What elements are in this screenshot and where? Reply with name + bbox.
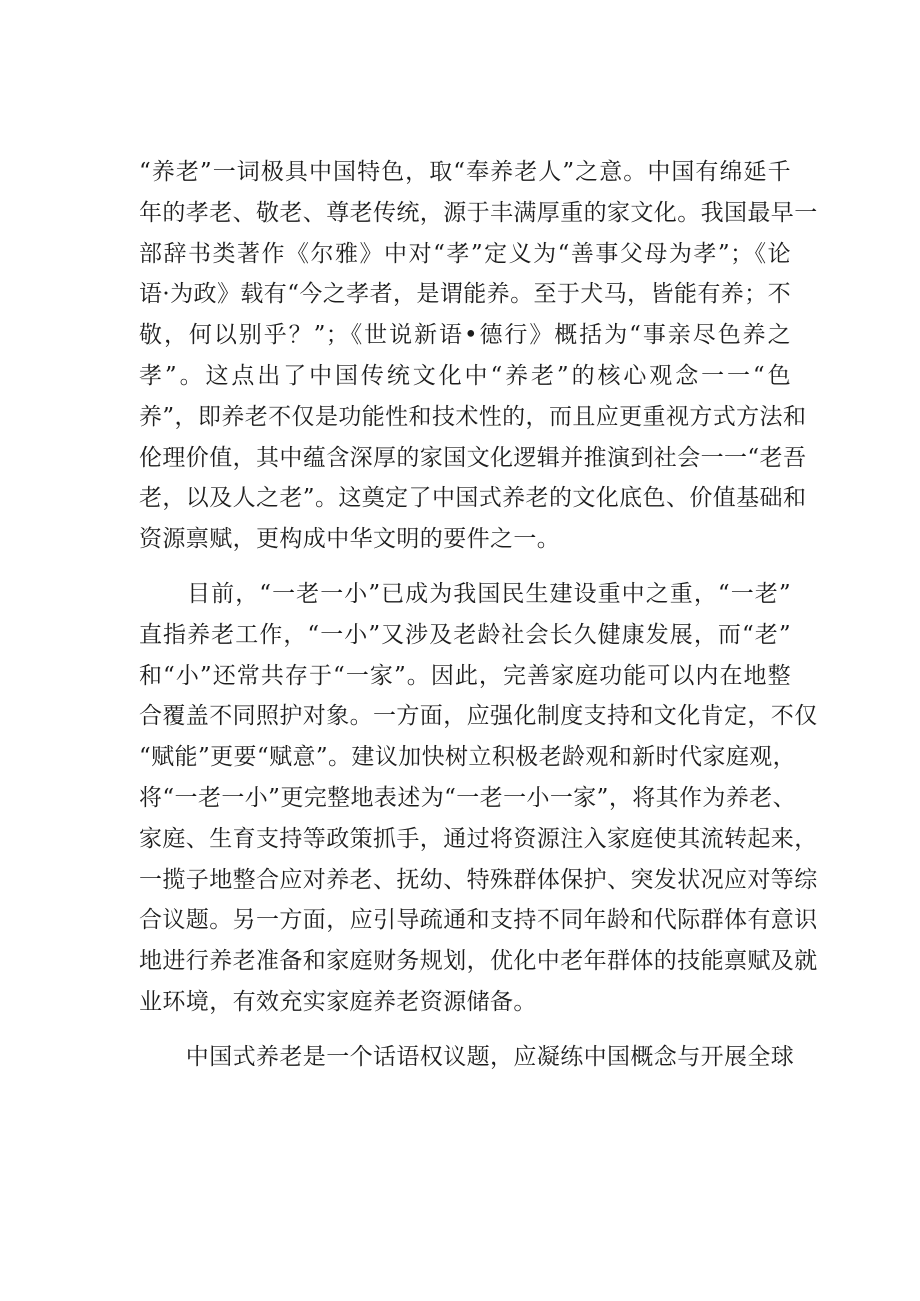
text-line: 家庭、生育支持等政策抓手，通过将资源注入家庭使其流转起来，	[139, 825, 818, 852]
text-line: “养老”一词极具中国特色，取“奉养老人”之意。中国有绵延千	[139, 159, 791, 185]
text-line: 养”，即养老不仅是功能性和技术性的，而且应更重视方式方法和	[139, 403, 807, 430]
text-line: 和“小”还常共存于“一家”。因此，完善家庭功能可以内在地整	[139, 662, 791, 689]
text-line: 资源禀赋，更构成中华文明的要件之一。	[139, 526, 561, 553]
text-line: 年的孝老、敬老、尊老传统，源于丰满厚重的家文化。我国最早一	[139, 199, 818, 226]
text-line: 部辞书类著作《尔雅》中对“孝”定义为“善事父母为孝”；《论	[139, 240, 791, 267]
text-line: 直指养老工作，“一小”又涉及老龄社会长久健康发展，而“老”	[139, 621, 791, 648]
text-line: 语·为政》载有“今之孝者，是谓能养。至于犬马，皆能有养；不	[139, 281, 791, 308]
text-line: “赋能”更要“赋意”。建议加快树立积极老龄观和新时代家庭观，	[139, 744, 797, 771]
paragraph-gap	[139, 560, 791, 574]
paragraph	[139, 1037, 795, 1078]
text-line: 中国式养老是一个话语权议题，应凝练中国概念与开展全球	[139, 1043, 795, 1070]
text-line: 将“一老一小”更完整地表述为“一老一小一家”，将其作为养老、	[139, 784, 797, 811]
text-line: 敬，何以别乎？”；《世说新语•德行》概括为“事亲尽色养之	[139, 322, 791, 349]
text-line: 老，以及人之老”。这奠定了中国式养老的文化底色、价值基础和	[139, 485, 807, 512]
document-body	[139, 152, 818, 1078]
text-line: 地进行养老准备和家庭财务规划，优化中老年群体的技能禀赋及就	[139, 948, 818, 975]
paragraph	[139, 574, 818, 1023]
text-line: 目前，“一老一小”已成为我国民生建设重中之重，“一老”	[139, 580, 791, 607]
text-line: 合覆盖不同照护对象。一方面，应强化制度支持和文化肯定，不仅	[139, 703, 818, 730]
text-line: 一揽子地整合应对养老、抚幼、特殊群体保护、突发状况应对等综	[139, 866, 818, 893]
text-line: 孝”。这点出了中国传统文化中“养老”的核心观念一一“色	[139, 362, 791, 389]
paragraph	[139, 152, 818, 560]
text-line: 伦理价值，其中蕴含深厚的家国文化逻辑并推演到社会一一“老吾	[139, 444, 807, 471]
paragraph-gap	[139, 1023, 791, 1037]
text-line: 合议题。另一方面，应引导疏通和支持不同年龄和代际群体有意识	[139, 907, 818, 934]
text-line: 业环境，有效充实家庭养老资源储备。	[139, 988, 537, 1015]
